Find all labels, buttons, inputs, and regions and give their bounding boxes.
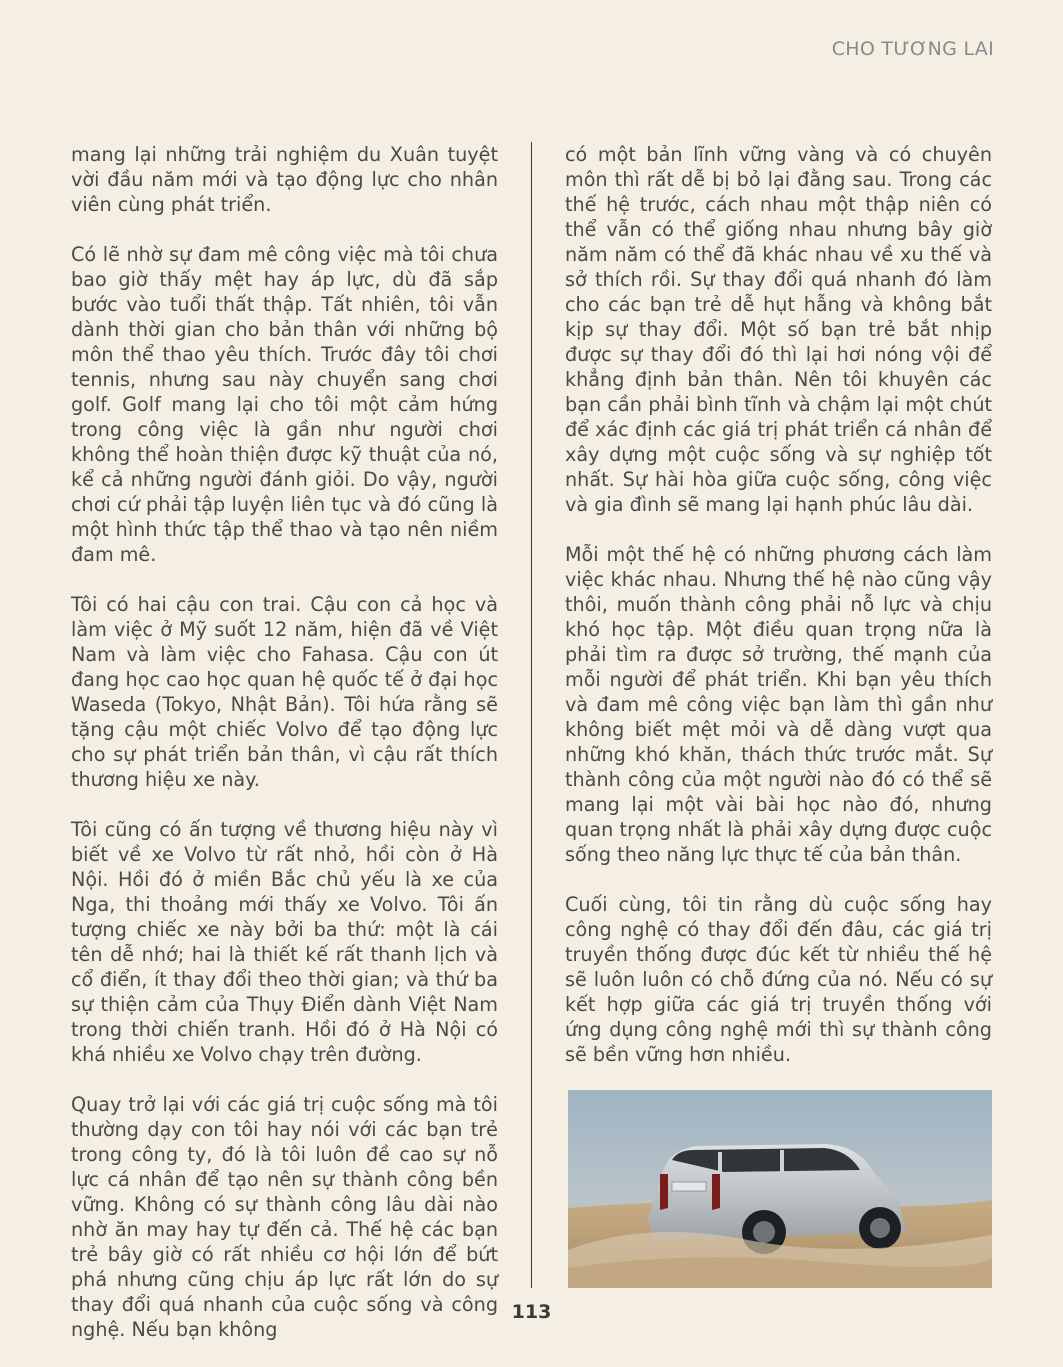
left-text-column [71, 142, 498, 1367]
volvo-suv-photo [568, 1090, 992, 1288]
paragraph: có một bản lĩnh vững vàng và có chuyên môn thì rất dễ bị bỏ lại đằng sau. Trong các thế hệ trước, cách nhau một thập niên có thể vẫn có thể giống nhau nhưng bây giờ năm năm có thể đã khác nhau về xu thế và sở thích rồi. Sự thay đổi quá nhanh đó làm cho các bạn trẻ dễ hụt hẫng và không bắt kịp sự thay đổi. Một số bạn trẻ bắt nhịp được sự thay đổi đó thì lại hơi nóng vội để khẳng định bản thân. Nên tôi khuyên các bạn cần phải bình tĩnh và chậm lại một chút để xác định các giá trị phát triển cá nhân để xây dựng một cuộc sống và sự nghiệp tốt nhất. Sự hài hòa giữa cuộc sống, công việc và gia đình sẽ mang lại hạnh phúc lâu dài. [565, 143, 992, 516]
page-number: 113 [511, 1301, 552, 1323]
section-header: CHO TƯƠNG LAI [831, 38, 994, 60]
paragraph: mang lại những trải nghiệm du Xuân tuyệt vời đầu năm mới và tạo động lực cho nhân viên cùng phát triển. [71, 143, 498, 216]
paragraph: Cuối cùng, tôi tin rằng dù cuộc sống hay công nghệ có thay đổi đến đâu, các giá trị truyền thống được đúc kết từ nhiều thế hệ sẽ luôn luôn có chỗ đứng của nó. Nếu có sự kết hợp giữa các giá trị truyền thống với ứng dụng công nghệ mới thì sự thành công sẽ bền vững hơn nhiều. [565, 893, 992, 1066]
paragraph: Mỗi một thế hệ có những phương cách làm việc khác nhau. Nhưng thế hệ nào cũng vậy thôi, muốn thành công phải nỗ lực và chịu khó học tập. Một điều quan trọng nữa là phải tìm ra được sở trường, thế mạnh của mỗi người để phát triển. Khi bạn yêu thích và đam mê công việc bạn làm thì gần như không biết mệt mỏi và dễ dàng vượt qua những khó khăn, thách thức trước mắt. Sự thành công của một người nào đó có thể sẽ mang lại một vài bài học nào đó, nhưng quan trọng nhất là phải xây dựng được cuộc sống theo năng lực thực tế của bản thân. [565, 543, 992, 866]
paragraph: Tôi có hai cậu con trai. Cậu con cả học và làm việc ở Mỹ suốt 12 năm, hiện đã về Việt Nam và làm việc cho Fahasa. Cậu con út đang học cao học quan hệ quốc tế ở đại học Waseda (Tokyo, Nhật Bản). Tôi hứa rằng sẽ tặng cậu một chiếc Volvo để tạo động lực cho sự phát triển bản thân, vì cậu rất thích thương hiệu xe này. [71, 593, 498, 791]
paragraph: Quay trở lại với các giá trị cuộc sống mà tôi thường dạy con tôi hay nói với các bạn trẻ trong công ty, đó là tôi luôn đề cao sự nỗ lực cá nhân để tạo nên sự thành công bền vững. Không có sự thành công lâu dài nào nhờ ăn may hay tự đến cả. Thế hệ các bạn trẻ bây giờ có rất nhiều cơ hội lớn để bứt phá nhưng cũng chịu áp lực rất lớn do sự thay đổi quá nhanh của cuộc sống và công nghệ. Nếu bạn không [71, 1093, 498, 1341]
column-divider [531, 142, 532, 1288]
paragraph: Có lẽ nhờ sự đam mê công việc mà tôi chưa bao giờ thấy mệt hay áp lực, dù đã sắp bước vào tuổi thất thập. Tất nhiên, tôi vẫn dành thời gian cho bản thân với những bộ môn thể thao yêu thích. Trước đây tôi chơi tennis, nhưng sau này chuyển sang chơi golf. Golf mang lại cho tôi một cảm hứng trong công việc là gần như người chơi không thể hoàn thiện được kỹ thuật của nó, kể cả những người đánh giỏi. Do vậy, người chơi cứ phải tập luyện liên tục và đó cũng là một hình thức tập thể thao và tạo nên niềm đam mê. [71, 243, 498, 566]
paragraph: Tôi cũng có ấn tượng về thương hiệu này vì biết về xe Volvo từ rất nhỏ, hồi còn ở Hà Nội. Hồi đó ở miền Bắc chủ yếu là xe của Nga, thi thoảng mới thấy xe Volvo. Tôi ấn tượng chiếc xe này bởi ba thứ: một là cái tên dễ nhớ; hai là thiết kế rất thanh lịch và cổ điển, ít thay đổi theo thời gian; và thứ ba sự thiện cảm của Thụy Điển dành Việt Nam trong thời chiến tranh. Hồi đó ở Hà Nội có khá nhiều xe Volvo chạy trên đường. [71, 818, 498, 1066]
right-text-column [565, 142, 992, 1092]
